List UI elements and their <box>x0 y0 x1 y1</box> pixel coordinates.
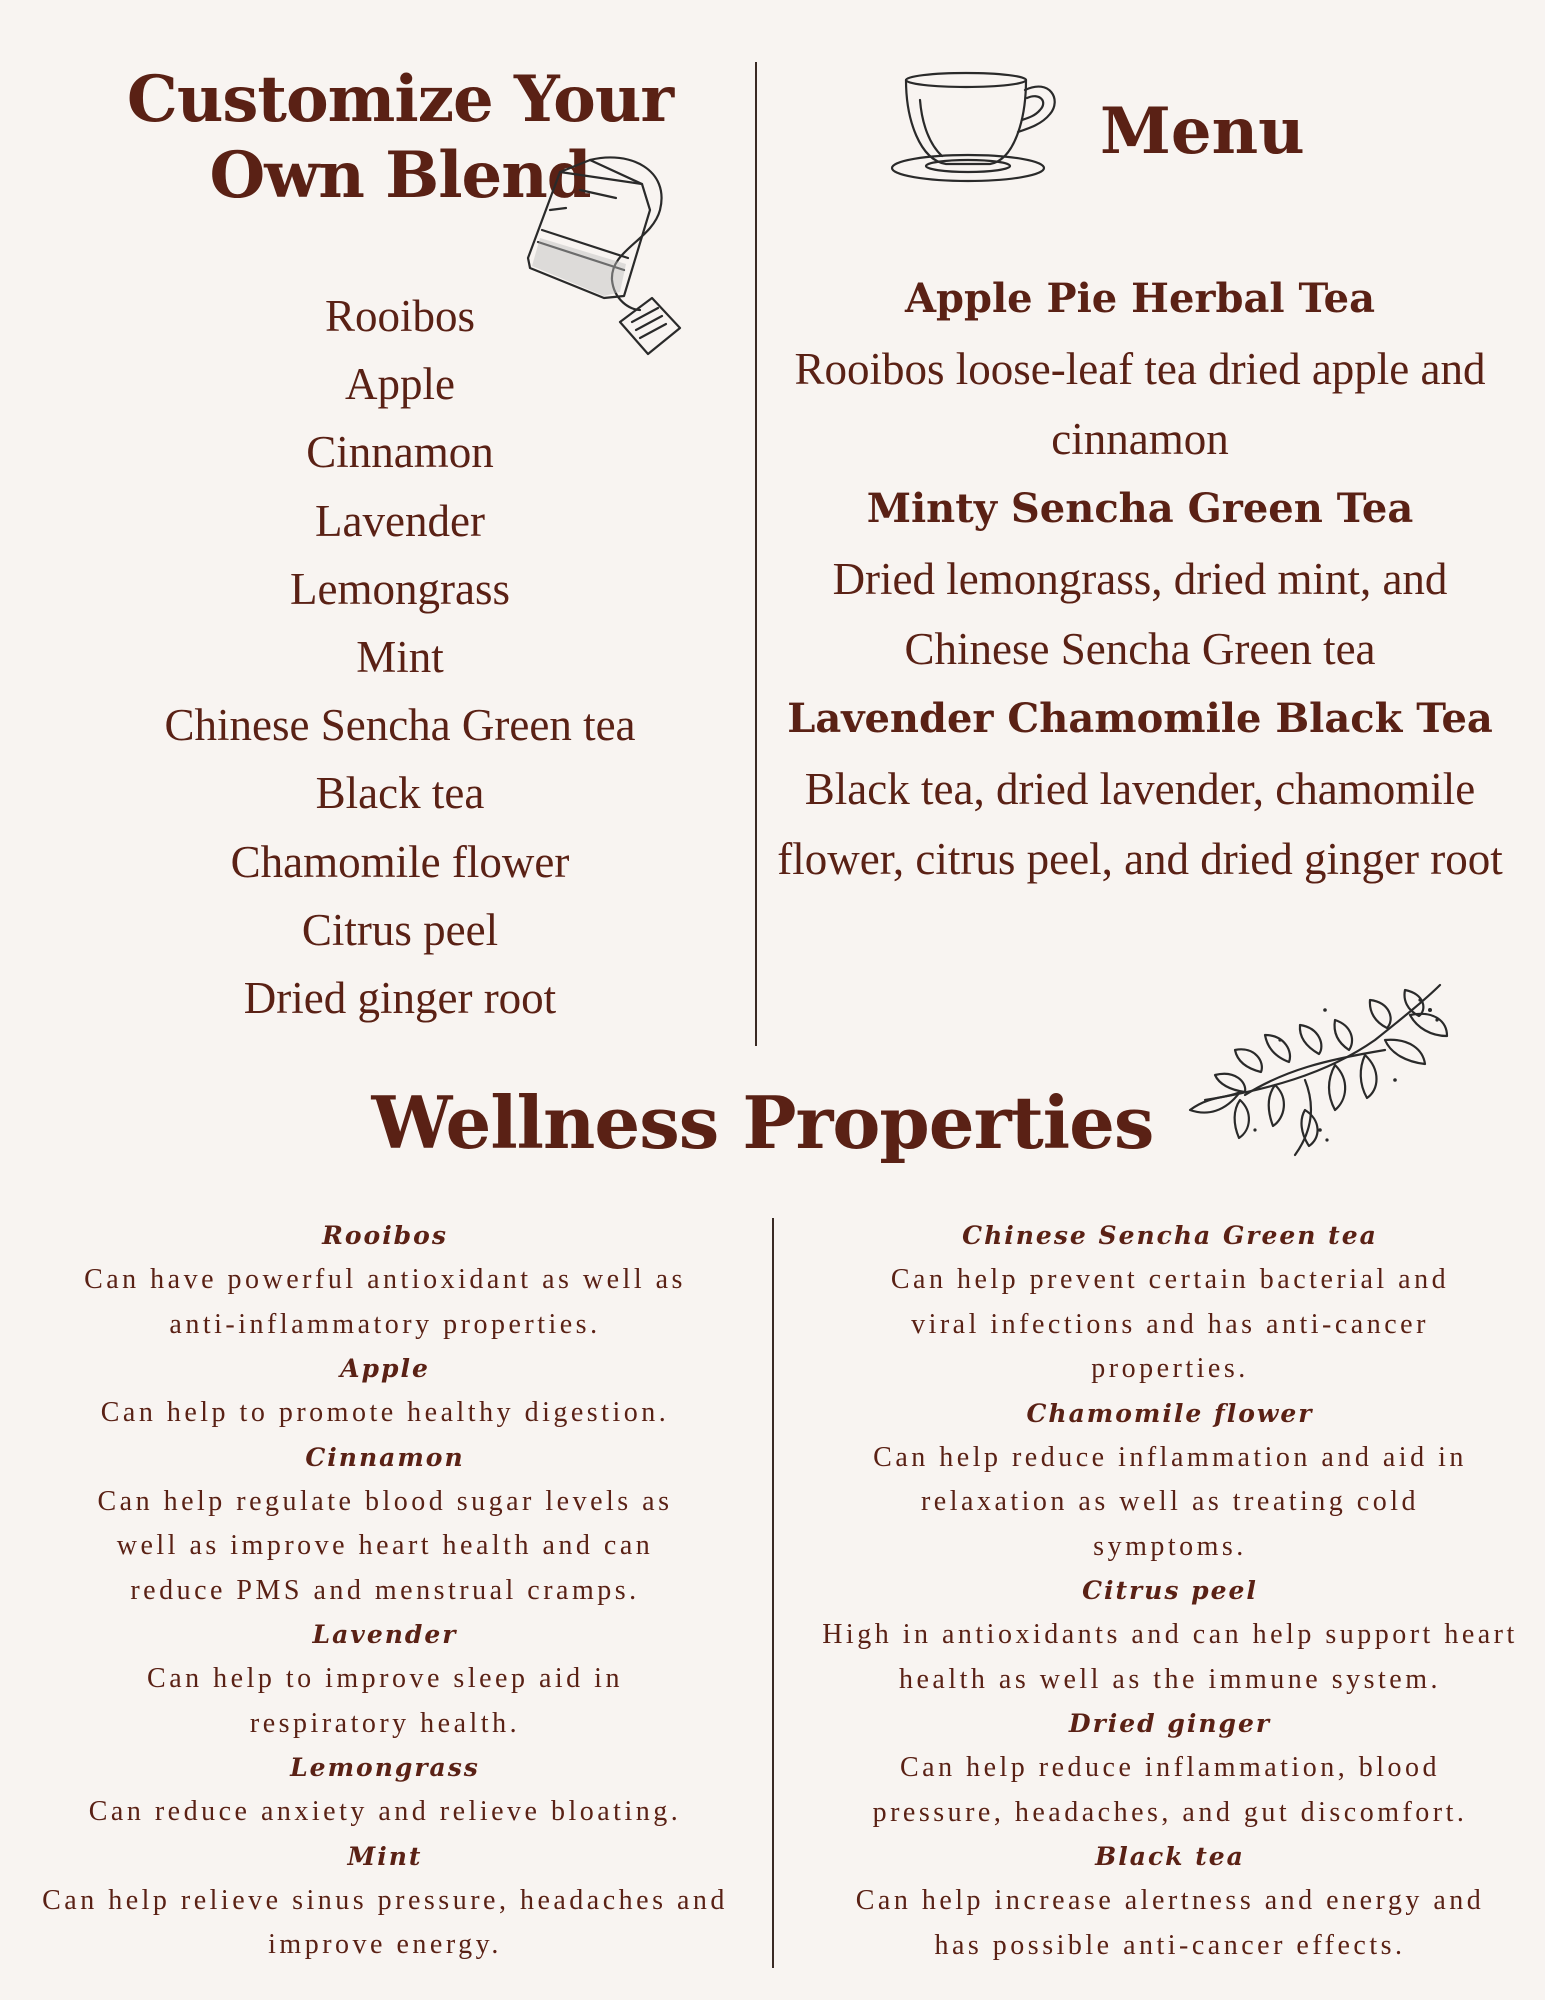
wellness-item-name: Chamomile flower <box>1026 1398 1314 1428</box>
wellness-item-description: Can help reduce inflammation and aid in relaxation as well as treating cold symptoms. <box>873 1441 1467 1562</box>
menu-item-description: Dried lemongrass, dried mint, and Chinese Sencha Green tea <box>832 554 1448 674</box>
list-item: Black tea <box>315 768 485 819</box>
list-item: Lemongrass <box>290 563 510 614</box>
wellness-right-column <box>820 1214 1520 1968</box>
wellness-title: Wellness Properties <box>371 1080 1154 1165</box>
list-item: Chamomile flower <box>230 836 570 887</box>
bottom-column-divider <box>772 1218 774 1968</box>
menu-item-description: Rooibos loose-leaf tea dried apple and cinnamon <box>794 344 1486 464</box>
wellness-item-name: Mint <box>347 1841 423 1871</box>
blend-ingredient-list <box>40 282 760 1032</box>
wellness-item-name: Cinnamon <box>305 1442 465 1472</box>
wellness-item-description: Can help to improve sleep aid in respiratory health. <box>147 1663 623 1739</box>
list-item: Apple <box>345 359 455 410</box>
wellness-item-name: Dried ginger <box>1068 1709 1272 1738</box>
wellness-item-description: Can help relieve sinus pressure, headaches and improve energy. <box>42 1884 728 1960</box>
wellness-item-description: Can help reduce inflammation, blood pressure, headaches, and gut discomfort. <box>872 1752 1468 1828</box>
list-item: Lavender <box>315 495 485 546</box>
wellness-item-description: Can help regulate blood sugar levels as well as improve heart health and can reduce PMS and menstrual cramps. <box>97 1485 673 1606</box>
wellness-item-description: High in antioxidants and can help support heart health as well as the immune system. <box>822 1619 1518 1695</box>
wellness-item-name: Black tea <box>1095 1842 1245 1871</box>
wellness-item-description: Can help increase alertness and energy and has possible anti-cancer effects. <box>855 1885 1485 1961</box>
teacup-icon <box>890 70 1070 185</box>
wellness-item-name: Rooibos <box>322 1221 448 1250</box>
wellness-item-description: Can help to promote healthy digestion. <box>100 1397 670 1428</box>
wellness-item-name: Lemongrass <box>290 1753 480 1782</box>
menu-item-name: Minty Sencha Green Tea <box>866 485 1414 532</box>
wellness-item-name: Apple <box>340 1354 430 1383</box>
menu-item-description: Black tea, dried lavender, chamomile flower, citrus peel, and dried ginger root <box>777 764 1503 884</box>
list-item: Cinnamon <box>306 427 494 478</box>
list-item: Citrus peel <box>301 904 499 955</box>
menu-item-name: Lavender Chamomile Black Tea <box>787 695 1493 742</box>
wellness-item-name: Citrus peel <box>1082 1576 1258 1605</box>
menu-list <box>775 264 1505 894</box>
list-item: Chinese Sencha Green tea <box>164 700 636 751</box>
wellness-item-name: Chinese Sencha Green tea <box>962 1221 1378 1250</box>
list-item: Mint <box>356 632 444 683</box>
wellness-item-description: Can help prevent certain bacterial and viral infections and has anti-cancer properties. <box>890 1264 1450 1384</box>
menu-title: Menu <box>1100 94 1305 169</box>
wellness-left-column <box>35 1214 735 1968</box>
wellness-item-description: Can reduce anxiety and relieve bloating. <box>88 1796 682 1827</box>
menu-item-name: Apple Pie Herbal Tea <box>904 275 1376 322</box>
wellness-item-name: Lavender <box>312 1620 458 1649</box>
list-item: Rooibos <box>324 291 476 341</box>
list-item: Dried ginger root <box>243 973 557 1024</box>
customize-title: Customize Your Own Blend <box>126 62 674 213</box>
wellness-item-description: Can have powerful antioxidant as well as anti-inflammatory properties. <box>84 1264 686 1340</box>
teabag-icon <box>520 150 690 360</box>
